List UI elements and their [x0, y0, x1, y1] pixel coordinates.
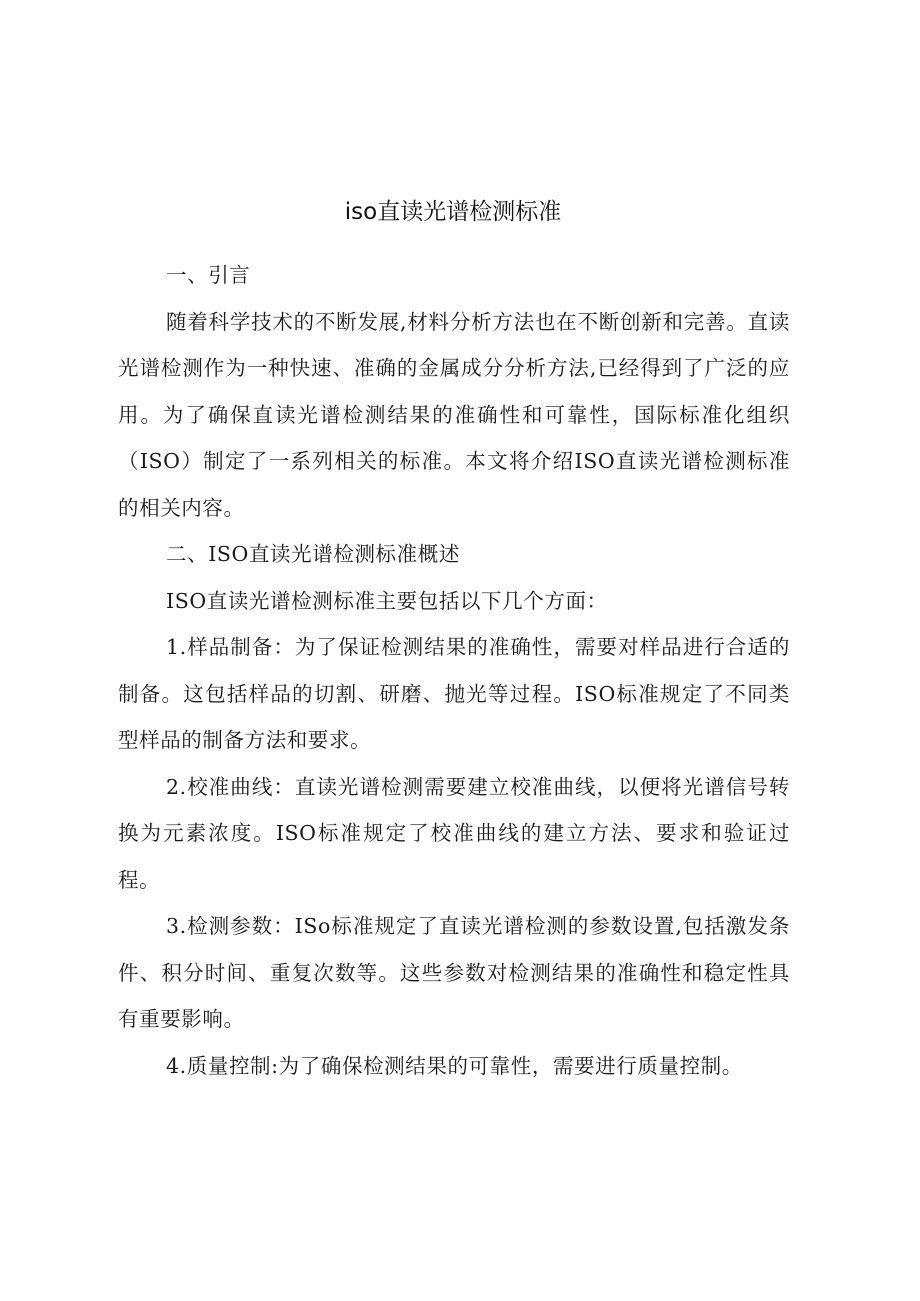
list-item-quality-control: 4.质量控制:为了确保检测结果的可靠性，需要进行质量控制。	[166, 1053, 743, 1078]
list-item-sample-preparation: 1.样品制备：为了保证检测结果的准确性，需要对样品进行合适的制备。这包括样品的切割、研磨、抛光等过程。ISO标准规定了不同类型样品的制备方法和要求。	[118, 635, 790, 752]
document-title: iso直读光谱检测标准	[344, 199, 562, 225]
section-heading-introduction: 一、引言	[166, 263, 251, 287]
paragraph-introduction: 随着科学技术的不断发展,材料分析方法也在不断创新和完善。直读光谱检测作为一种快速、准确的金属成分分析方法,已经得到了广泛的应用。为了确保直读光谱检测结果的准确性和可靠性，国际标准化组织（ISO）制定了一系列相关的标准。本文将介绍ISO直读光谱检测标准的相关内容。	[118, 309, 790, 520]
section-heading-overview: 二、ISO直读光谱检测标准概述	[166, 542, 460, 566]
document-body	[118, 252, 790, 1089]
paragraph-overview-lead: ISO直读光谱检测标准主要包括以下几个方面：	[166, 588, 608, 613]
list-item-detection-parameters: 3.检测参数：ISo标准规定了直读光谱检测的参数设置,包括激发条件、积分时间、重复次数等。这些参数对检测结果的准确性和稳定性具有重要影响。	[118, 914, 790, 1031]
list-item-calibration-curve: 2.校准曲线：直读光谱检测需要建立校准曲线，以便将光谱信号转换为元素浓度。ISO标准规定了校准曲线的建立方法、要求和验证过程。	[118, 774, 790, 892]
